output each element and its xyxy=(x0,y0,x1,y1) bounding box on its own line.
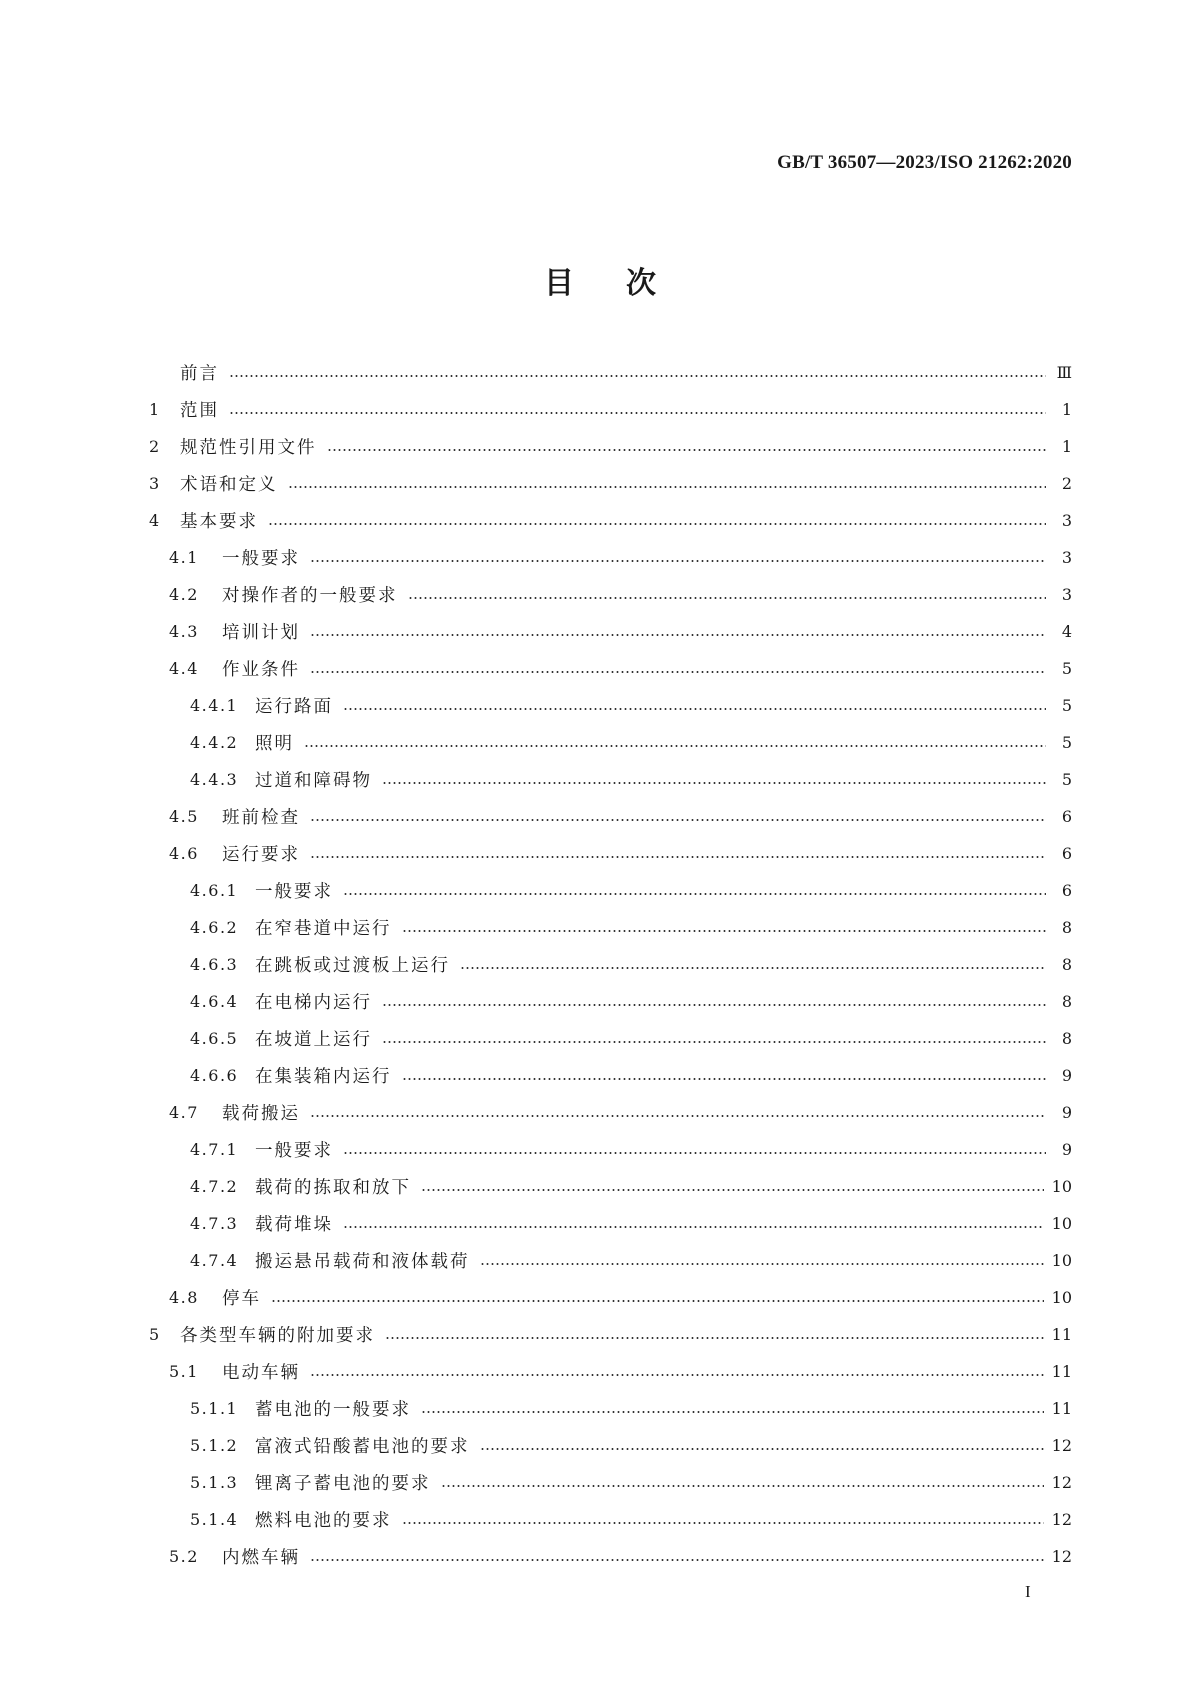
toc-dot-leader xyxy=(343,1226,1044,1228)
toc-entry[interactable] xyxy=(149,1353,1072,1390)
toc-entry-label: 载荷的拣取和放下 xyxy=(255,1178,411,1198)
toc-dot-leader xyxy=(480,1448,1044,1450)
toc-entry-label: 照明 xyxy=(255,734,294,754)
toc-entry-label: 蓄电池的一般要求 xyxy=(255,1400,411,1420)
toc-entry-label: 一般要求 xyxy=(255,882,333,902)
toc-entry-page: 8 xyxy=(1061,918,1072,937)
toc-dot-leader xyxy=(408,597,1047,599)
toc-entry-number: 4.6.1 xyxy=(190,881,239,900)
toc-entry-label: 在坡道上运行 xyxy=(255,1030,372,1050)
toc-entry-number: 4.7.4 xyxy=(190,1251,239,1270)
toc-entry[interactable] xyxy=(149,1131,1072,1168)
toc-entry[interactable] xyxy=(149,1242,1072,1279)
toc-entry-number: 5.1 xyxy=(169,1362,199,1381)
toc-entry-page: 12 xyxy=(1051,1510,1072,1529)
toc-dot-leader xyxy=(343,1152,1046,1154)
toc-entry[interactable] xyxy=(149,1316,1072,1353)
toc-entry[interactable] xyxy=(149,724,1072,761)
toc-entry-page: 9 xyxy=(1061,1103,1072,1122)
toc-dot-leader xyxy=(421,1189,1044,1191)
toc-entry-label: 过道和障碍物 xyxy=(255,771,372,791)
toc-entry-label: 一般要求 xyxy=(255,1141,333,1161)
toc-entry-number: 4.2 xyxy=(169,585,199,604)
toc-entry-page: 9 xyxy=(1061,1066,1072,1085)
toc-entry[interactable] xyxy=(149,761,1072,798)
toc-entry-number: 4.6.3 xyxy=(190,955,239,974)
toc-entry-label: 内燃车辆 xyxy=(222,1548,300,1568)
toc-entry-number: 5.1.4 xyxy=(190,1510,239,1529)
toc-entry-label: 在跳板或过渡板上运行 xyxy=(255,956,450,976)
toc-dot-leader xyxy=(310,634,1046,636)
toc-entry-page: 12 xyxy=(1051,1436,1072,1455)
toc-entry-number: 4.7.1 xyxy=(190,1140,239,1159)
toc-entry-label: 在集装箱内运行 xyxy=(255,1067,392,1087)
toc-entry-number: 5 xyxy=(149,1325,161,1344)
toc-entry[interactable] xyxy=(149,1464,1072,1501)
toc-dot-leader xyxy=(480,1263,1044,1265)
toc-dot-leader xyxy=(327,449,1047,451)
toc-entry[interactable] xyxy=(149,1057,1072,1094)
toc-dot-leader xyxy=(310,1559,1044,1561)
toc-entry-number: 4.1 xyxy=(169,548,199,567)
toc-entry-page: 9 xyxy=(1061,1140,1072,1159)
toc-entry-page: 10 xyxy=(1051,1214,1072,1233)
toc-entry[interactable] xyxy=(149,909,1072,946)
toc-dot-leader xyxy=(229,375,1046,377)
toc-entry-label: 对操作者的一般要求 xyxy=(222,586,398,606)
toc-entry-page: 6 xyxy=(1061,807,1072,826)
toc-entry-label: 在窄巷道中运行 xyxy=(255,919,392,939)
table-of-contents xyxy=(149,354,1072,1575)
toc-entry-page: 4 xyxy=(1061,622,1072,641)
toc-entry-page: 1 xyxy=(1061,437,1072,456)
toc-entry-number: 4.7 xyxy=(169,1103,199,1122)
toc-entry-label: 一般要求 xyxy=(222,549,300,569)
toc-entry[interactable] xyxy=(149,835,1072,872)
toc-entry-page: 12 xyxy=(1051,1473,1072,1492)
toc-entry-page: 6 xyxy=(1061,881,1072,900)
toc-dot-leader xyxy=(310,856,1046,858)
toc-entry-number: 5.1.2 xyxy=(190,1436,239,1455)
toc-entry-number: 4.7.2 xyxy=(190,1177,239,1196)
toc-entry-page: 8 xyxy=(1061,992,1072,1011)
toc-entry[interactable] xyxy=(149,946,1072,983)
toc-entry-page: 5 xyxy=(1061,659,1072,678)
toc-entry[interactable] xyxy=(149,872,1072,909)
toc-dot-leader xyxy=(385,1337,1044,1339)
toc-entry-label: 术语和定义 xyxy=(180,475,278,495)
toc-entry[interactable] xyxy=(149,354,1072,391)
toc-entry-page: 12 xyxy=(1051,1547,1072,1566)
toc-entry-page: 11 xyxy=(1051,1362,1072,1381)
toc-dot-leader xyxy=(310,671,1046,673)
toc-entry-number: 4.8 xyxy=(169,1288,199,1307)
toc-entry-label: 运行路面 xyxy=(255,697,333,717)
toc-entry-number: 4.4.2 xyxy=(190,733,239,752)
toc-entry-label: 锂离子蓄电池的要求 xyxy=(255,1474,431,1494)
toc-entry-number: 2 xyxy=(149,437,161,456)
toc-dot-leader xyxy=(288,486,1047,488)
toc-entry-page: 5 xyxy=(1061,696,1072,715)
toc-entry-number: 4.4 xyxy=(169,659,199,678)
toc-entry-label: 燃料电池的要求 xyxy=(255,1511,392,1531)
toc-entry-label: 培训计划 xyxy=(222,623,300,643)
toc-dot-leader xyxy=(441,1485,1044,1487)
toc-entry-number: 5.2 xyxy=(169,1547,199,1566)
toc-entry[interactable] xyxy=(149,1538,1072,1575)
toc-entry[interactable] xyxy=(149,983,1072,1020)
toc-entry[interactable] xyxy=(149,1390,1072,1427)
toc-entry-label: 停车 xyxy=(222,1289,261,1309)
toc-entry-number: 4.6.5 xyxy=(190,1029,239,1048)
toc-entry[interactable] xyxy=(149,428,1072,465)
toc-entry-number: 4.4.1 xyxy=(190,696,239,715)
toc-entry[interactable] xyxy=(149,391,1072,428)
page-number: I xyxy=(1025,1582,1031,1601)
toc-entry-label: 富液式铅酸蓄电池的要求 xyxy=(255,1437,470,1457)
toc-entry[interactable] xyxy=(149,613,1072,650)
toc-entry-label: 运行要求 xyxy=(222,845,300,865)
toc-entry-label: 载荷堆垛 xyxy=(255,1215,333,1235)
toc-dot-leader xyxy=(304,745,1046,747)
toc-dot-leader xyxy=(343,893,1046,895)
toc-entry-label: 班前检查 xyxy=(222,808,300,828)
toc-dot-leader xyxy=(310,1374,1044,1376)
toc-entry[interactable] xyxy=(149,1020,1072,1057)
toc-entry-label: 范围 xyxy=(180,401,219,421)
toc-dot-leader xyxy=(402,930,1047,932)
toc-entry-label: 各类型车辆的附加要求 xyxy=(180,1326,375,1346)
toc-entry-number: 4.6.6 xyxy=(190,1066,239,1085)
toc-entry[interactable] xyxy=(149,1094,1072,1131)
toc-entry-label: 电动车辆 xyxy=(222,1363,300,1383)
page-title: 目次 xyxy=(544,266,708,301)
toc-dot-leader xyxy=(310,819,1046,821)
toc-entry-page: Ⅲ xyxy=(1056,363,1072,382)
toc-entry-number: 1 xyxy=(149,400,161,419)
toc-entry-label: 基本要求 xyxy=(180,512,258,532)
toc-entry-number: 4 xyxy=(149,511,161,530)
toc-entry[interactable] xyxy=(149,1427,1072,1464)
toc-entry[interactable] xyxy=(149,502,1072,539)
toc-dot-leader xyxy=(343,708,1046,710)
toc-entry[interactable] xyxy=(149,1168,1072,1205)
toc-dot-leader xyxy=(421,1411,1044,1413)
toc-entry[interactable] xyxy=(149,1501,1072,1538)
toc-entry-number: 4.4.3 xyxy=(190,770,239,789)
toc-entry-page: 10 xyxy=(1051,1288,1072,1307)
toc-entry-page: 3 xyxy=(1061,585,1072,604)
toc-entry[interactable] xyxy=(149,1205,1072,1242)
toc-dot-leader xyxy=(268,523,1046,525)
toc-entry-page: 11 xyxy=(1051,1399,1072,1418)
toc-entry-number: 5.1.3 xyxy=(190,1473,239,1492)
toc-entry-number: 5.1.1 xyxy=(190,1399,239,1418)
toc-entry-number: 4.6 xyxy=(169,844,199,863)
toc-dot-leader xyxy=(402,1078,1047,1080)
toc-entry-page: 5 xyxy=(1061,770,1072,789)
toc-entry-label: 规范性引用文件 xyxy=(180,438,317,458)
toc-entry-number: 4.7.3 xyxy=(190,1214,239,1233)
toc-dot-leader xyxy=(382,1041,1046,1043)
toc-entry-page: 10 xyxy=(1051,1251,1072,1270)
toc-entry[interactable] xyxy=(149,539,1072,576)
toc-entry-page: 1 xyxy=(1061,400,1072,419)
toc-entry-number: 4.5 xyxy=(169,807,199,826)
toc-entry-label: 搬运悬吊载荷和液体载荷 xyxy=(255,1252,470,1272)
toc-entry-label: 在电梯内运行 xyxy=(255,993,372,1013)
toc-entry-page: 3 xyxy=(1061,548,1072,567)
toc-entry-page: 2 xyxy=(1061,474,1072,493)
toc-dot-leader xyxy=(382,782,1046,784)
toc-entry[interactable] xyxy=(149,576,1072,613)
toc-entry-number: 3 xyxy=(149,474,161,493)
toc-entry-page: 10 xyxy=(1051,1177,1072,1196)
toc-entry-page: 8 xyxy=(1061,955,1072,974)
toc-entry[interactable] xyxy=(149,687,1072,724)
standard-code: GB/T 36507—2023/ISO 21262:2020 xyxy=(777,152,1072,173)
toc-dot-leader xyxy=(310,1115,1046,1117)
toc-entry[interactable] xyxy=(149,465,1072,502)
toc-entry-label: 前言 xyxy=(180,364,219,384)
toc-entry-number: 4.6.4 xyxy=(190,992,239,1011)
toc-entry[interactable] xyxy=(149,798,1072,835)
toc-dot-leader xyxy=(271,1300,1044,1302)
toc-entry[interactable] xyxy=(149,1279,1072,1316)
toc-entry-page: 6 xyxy=(1061,844,1072,863)
toc-entry-page: 8 xyxy=(1061,1029,1072,1048)
toc-entry-number: 4.6.2 xyxy=(190,918,239,937)
toc-entry-label: 载荷搬运 xyxy=(222,1104,300,1124)
toc-dot-leader xyxy=(310,560,1046,562)
toc-entry-page: 5 xyxy=(1061,733,1072,752)
toc-entry-label: 作业条件 xyxy=(222,660,300,680)
toc-entry-page: 3 xyxy=(1061,511,1072,530)
toc-dot-leader xyxy=(402,1522,1044,1524)
toc-dot-leader xyxy=(460,967,1046,969)
toc-dot-leader xyxy=(382,1004,1046,1006)
toc-entry-page: 11 xyxy=(1051,1325,1072,1344)
toc-entry[interactable] xyxy=(149,650,1072,687)
toc-entry-number: 4.3 xyxy=(169,622,199,641)
toc-dot-leader xyxy=(229,412,1046,414)
